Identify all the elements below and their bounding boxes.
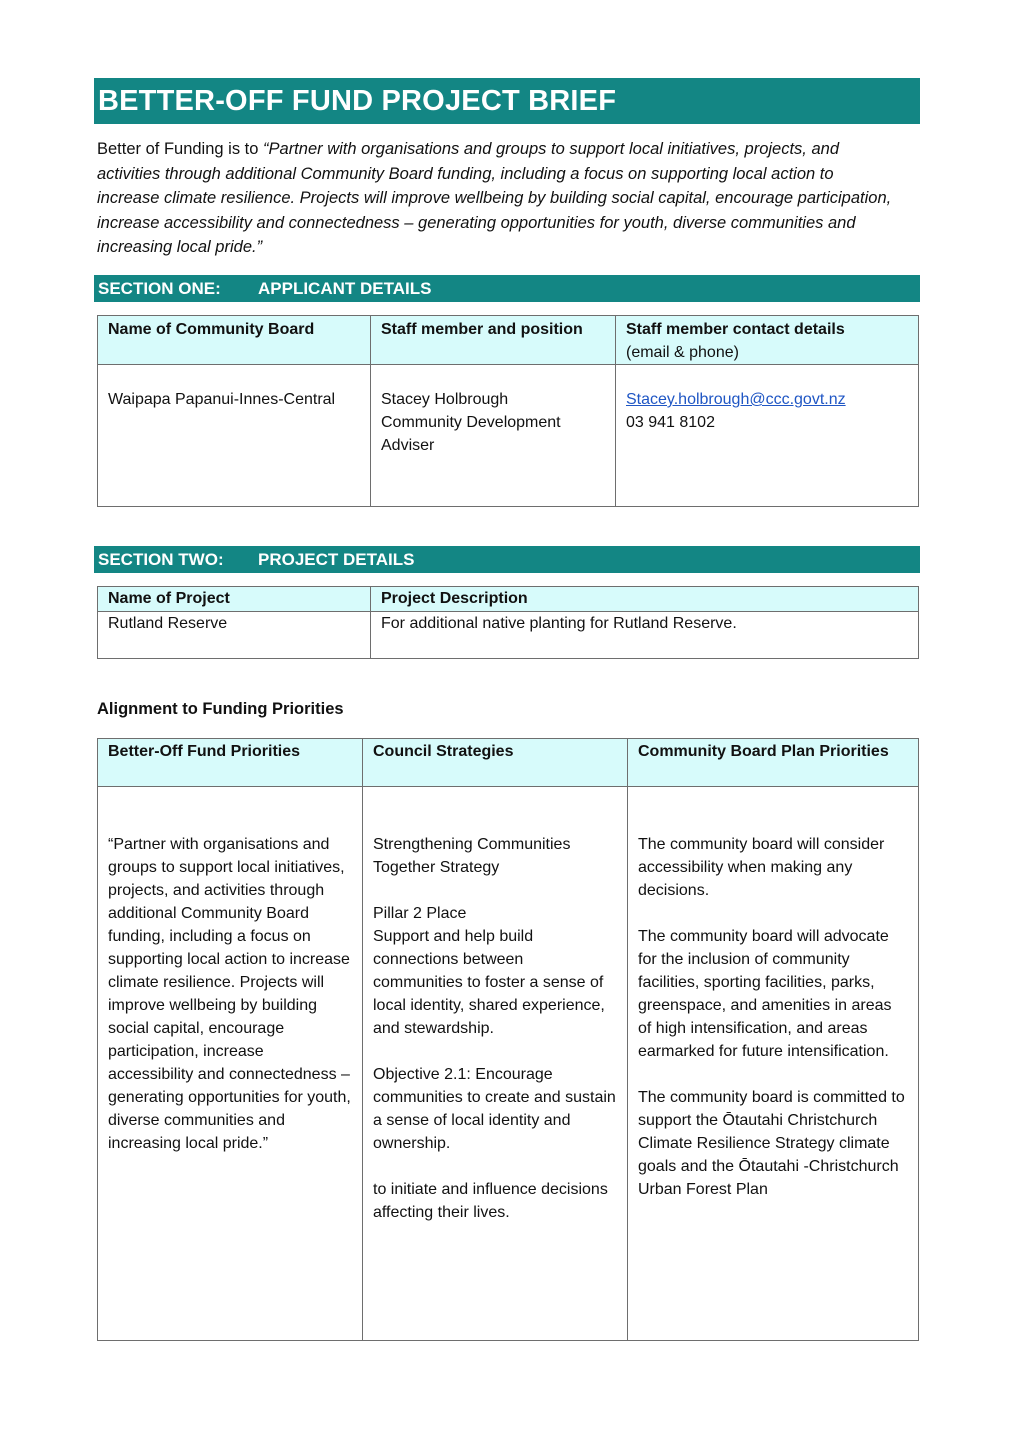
applicant-header-row xyxy=(98,316,919,365)
cell-project-description: For additional native planting for Rutland Reserve. xyxy=(371,612,919,659)
header-community-board: Name of Community Board xyxy=(98,316,371,365)
cell-fund-priorities xyxy=(98,787,363,1341)
alignment-header-row xyxy=(98,739,919,787)
applicant-data-row xyxy=(98,365,919,507)
section-one-name: APPLICANT DETAILS xyxy=(258,279,432,298)
board-priority-climate: The community board is committed to support the Ōtautahi Christchurch Climate Resilience Strategy climate goals and the Ōtautahi -Christchurch Urban Forest Plan xyxy=(638,1089,905,1198)
fund-priority-text: “Partner with organisations and groups to support local initiatives, projects, and activities through additional Community Board funding, including a focus on supporting local action to increase climate resilience. Projects will improve wellbeing by building social capital, encourage participation, increase accessibility and connectedness – generating opportunities for youth, diverse communities and increasing local pride.” xyxy=(108,836,351,1152)
cell-contact-details xyxy=(616,365,919,507)
header-board-plan: Community Board Plan Priorities xyxy=(628,739,919,787)
cell-project-name: Rutland Reserve xyxy=(98,612,371,659)
council-objective: Objective 2.1: Encourage communities to create and sustain a sense of local identity and ownership. xyxy=(373,1066,616,1152)
intro-paragraph xyxy=(97,137,897,260)
header-project-name: Name of Project xyxy=(98,587,371,612)
header-contact-sub: (email & phone) xyxy=(626,344,739,361)
email-link[interactable]: Stacey.holbrough@ccc.govt.nz xyxy=(626,391,846,408)
intro-quote: “Partner with organisations and groups to support local initiatives, projects, and activities through additional Community Board funding, including a focus on supporting local action to increase climate resilience. Projects will improve wellbeing by building social capital, encourage participation, increase accessibility and connectedness – generating opportunities for youth, diverse communities and increasing local pride.” xyxy=(97,140,892,257)
board-priority-facilities: The community board will advocate for the inclusion of community facilities, sporting facilities, parks, greenspace, and amenities in areas of high intensification, and areas earmarked for future intensification. xyxy=(638,928,892,1060)
phone-number: 03 941 8102 xyxy=(626,414,715,431)
project-data-row xyxy=(98,612,919,659)
alignment-table xyxy=(97,738,919,1341)
header-council-strategies: Council Strategies xyxy=(363,739,628,787)
staff-name: Stacey Holbrough xyxy=(381,391,509,408)
section-one-label: SECTION ONE: xyxy=(98,279,221,298)
header-contact-details: Staff member contact details (email & phone) xyxy=(616,316,919,365)
council-influence: to initiate and influence decisions affecting their lives. xyxy=(373,1181,608,1221)
section-two-bar xyxy=(94,546,920,573)
cell-board-plan xyxy=(628,787,919,1341)
alignment-data-row xyxy=(98,787,919,1341)
header-fund-priorities: Better-Off Fund Priorities xyxy=(98,739,363,787)
section-two-label: SECTION TWO: xyxy=(98,550,224,569)
section-one-bar xyxy=(94,275,920,302)
council-strategy-title: Strengthening Communities Together Strategy xyxy=(373,836,571,876)
header-staff-member: Staff member and position xyxy=(371,316,616,365)
council-pillar-title: Pillar 2 Place xyxy=(373,905,467,922)
project-header-row xyxy=(98,587,919,612)
cell-staff-member xyxy=(371,365,616,507)
staff-position: Community Development Adviser xyxy=(381,414,561,454)
project-details-table xyxy=(97,586,919,659)
cell-community-board: Waipapa Papanui-Innes-Central xyxy=(98,365,371,507)
intro-lead: Better of Funding is to xyxy=(97,140,264,158)
cell-council-strategies xyxy=(363,787,628,1341)
council-pillar-body: Support and help build connections between communities to foster a sense of local identity, shared experience, and stewardship. xyxy=(373,928,605,1037)
applicant-details-table xyxy=(97,315,919,507)
alignment-heading: Alignment to Funding Priorities xyxy=(97,700,344,718)
section-two-name: PROJECT DETAILS xyxy=(258,550,415,569)
board-priority-accessibility: The community board will consider accessibility when making any decisions. xyxy=(638,836,885,899)
page-title: BETTER-OFF FUND PROJECT BRIEF xyxy=(94,78,920,124)
header-project-description: Project Description xyxy=(371,587,919,612)
